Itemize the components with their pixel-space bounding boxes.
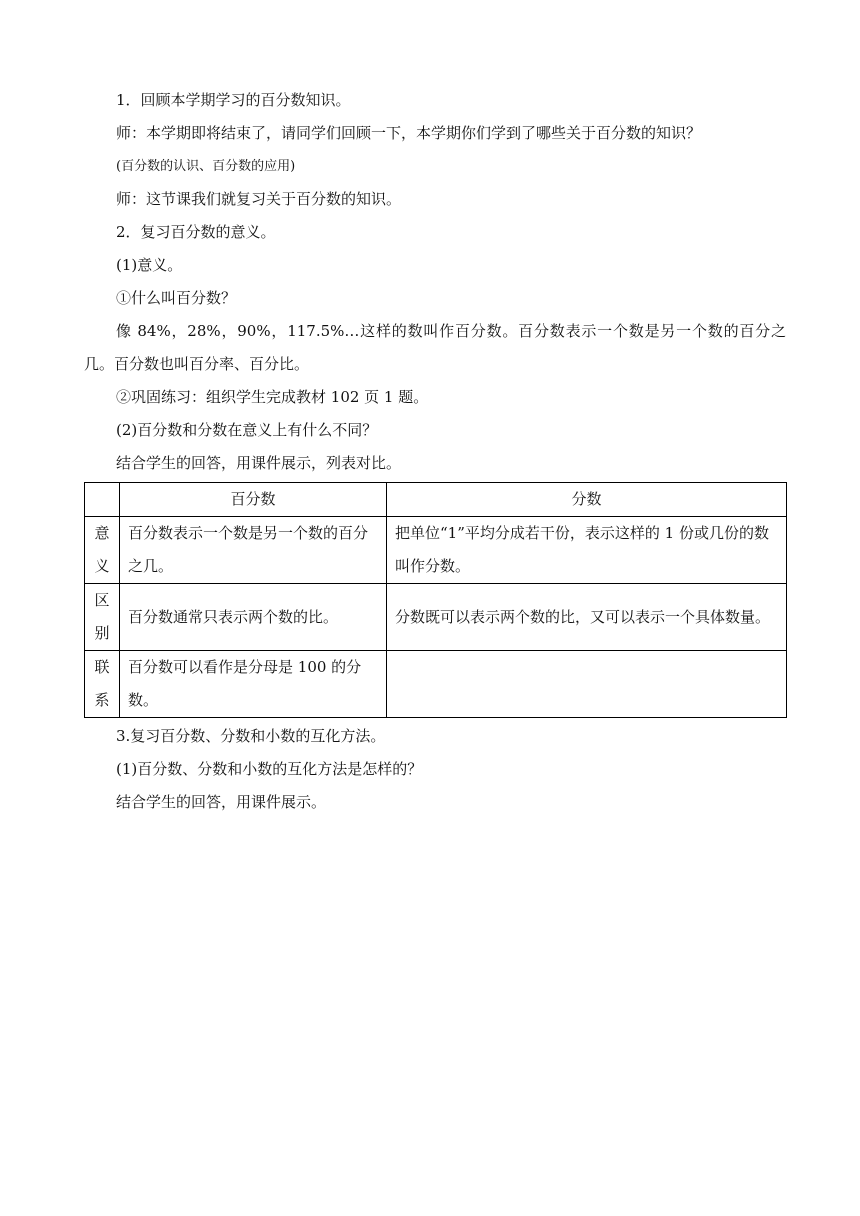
- teacher-line: 师：本学期即将结束了，请同学们回顾一下，本学期你们学到了哪些关于百分数的知识？: [116, 124, 702, 142]
- sub-heading: (2)百分数和分数在意义上有什么不同？: [116, 421, 378, 439]
- row-label: [85, 584, 120, 651]
- sub-heading: (1)意义。: [116, 256, 183, 274]
- definition-paragraph: 像 84%，28%，90%，117.5%…这样的数叫作百分数。百分数表示一个数是另一个数的百分之几。百分数也叫百分率、百分比。: [84, 322, 786, 373]
- table-header-fraction: 分数: [387, 483, 787, 517]
- instruction-line: 结合学生的回答，用课件展示。: [116, 793, 327, 811]
- table-header-empty: [85, 483, 120, 517]
- percent-cell: 百分数表示一个数是另一个数的百分之几。: [120, 517, 387, 584]
- percent-cell: 百分数通常只表示两个数的比。: [120, 584, 387, 651]
- row-label-char: 义: [94, 557, 110, 575]
- instruction-line: 结合学生的回答，用课件展示，列表对比。: [116, 454, 402, 472]
- document-page: [84, 84, 786, 819]
- row-label: [85, 517, 120, 584]
- section-heading: 2．复习百分数的意义。: [116, 223, 276, 241]
- table-row: [85, 584, 787, 651]
- row-label-char: 联: [94, 658, 110, 676]
- section-heading: 1．回顾本学期学习的百分数知识。: [116, 91, 351, 109]
- percent-cell: 百分数可以看作是分母是 100 的分数。: [120, 651, 387, 718]
- table-row: [85, 517, 787, 584]
- row-label-char: 别: [94, 624, 110, 642]
- table-header-row: [85, 483, 787, 517]
- table-header-percent: 百分数: [120, 483, 387, 517]
- fraction-cell: 分数既可以表示两个数的比，又可以表示一个具体数量。: [387, 584, 787, 651]
- comparison-table: [84, 482, 787, 718]
- section-heading: 3.复习百分数、分数和小数的互化方法。: [116, 727, 386, 745]
- fraction-cell: 把单位“1”平均分成若干份，表示这样的 1 份或几份的数叫作分数。: [387, 517, 787, 584]
- row-label-char: 系: [94, 691, 110, 709]
- teacher-line: 师：这节课我们就复习关于百分数的知识。: [116, 190, 402, 208]
- row-label-char: 意: [94, 524, 110, 542]
- row-label-char: 区: [94, 591, 110, 609]
- fraction-cell: [387, 651, 787, 718]
- sub-heading: (1)百分数、分数和小数的互化方法是怎样的？: [116, 760, 423, 778]
- row-label: [85, 651, 120, 718]
- student-answer: (百分数的认识、百分数的应用): [116, 159, 296, 174]
- question-line: ①什么叫百分数？: [116, 289, 237, 307]
- exercise-line: ②巩固练习：组织学生完成教材 102 页 1 题。: [116, 388, 429, 406]
- table-row: [85, 651, 787, 718]
